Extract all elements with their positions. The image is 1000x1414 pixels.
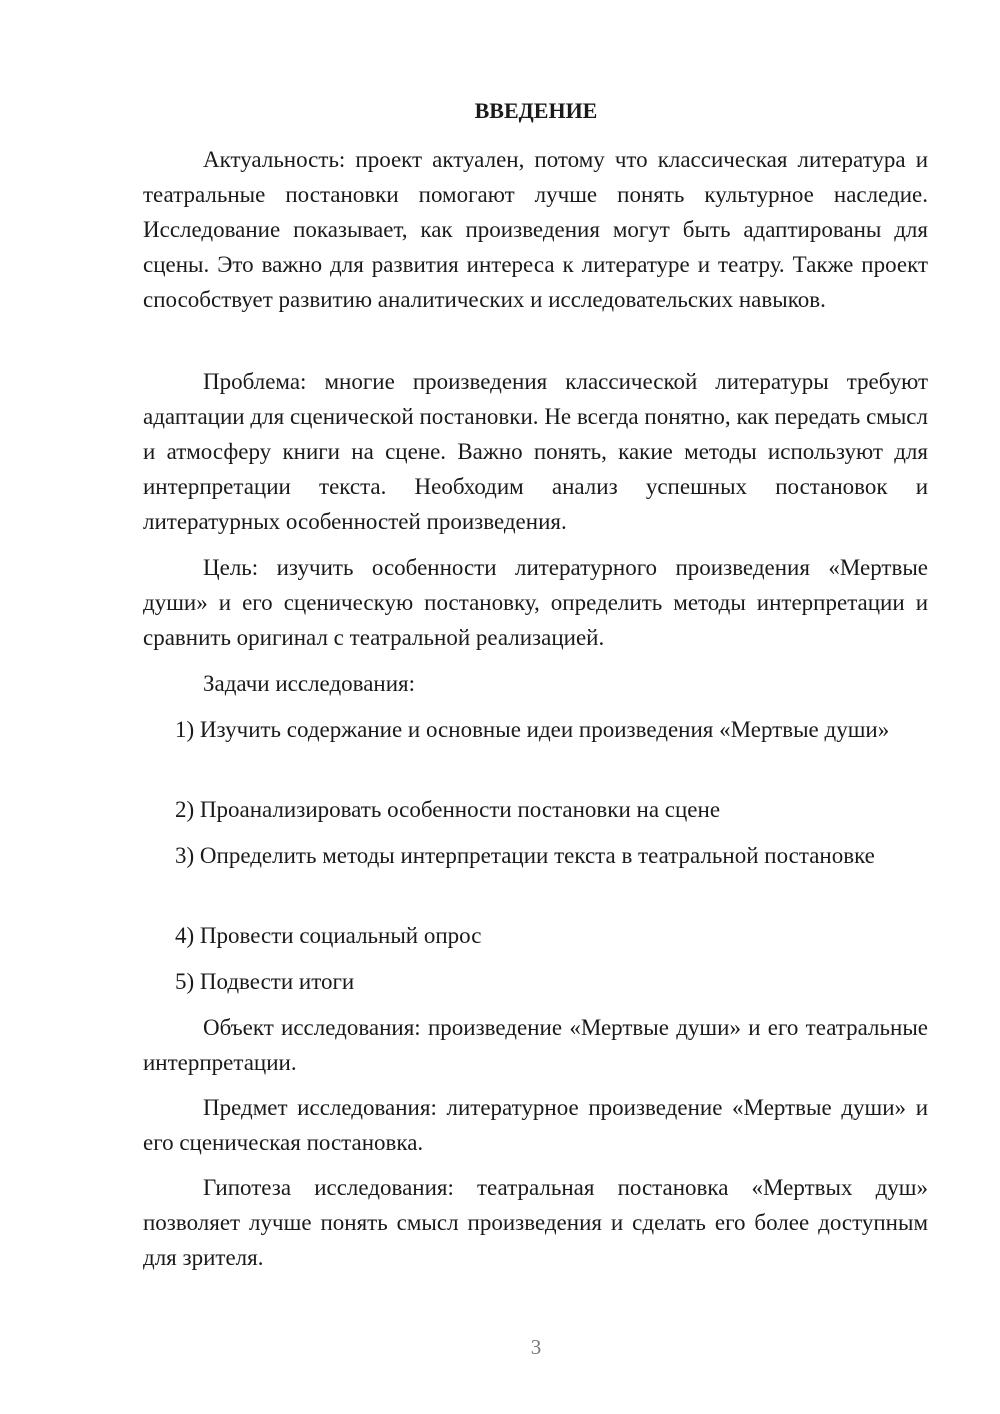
task-item-5: 5) Подвести итоги (175, 969, 355, 994)
task-item-1: 1) Изучить содержание и основные идеи произведения «Мертвые души» (175, 717, 890, 742)
hypothesis-paragraph: Гипотеза исследования: театральная постановка «Мертвых душ» позволяет лучше понять смысл произведения и сделать его более доступным для зрителя. (143, 1175, 928, 1270)
subject-paragraph: Предмет исследования: литературное произведение «Мертвые души» и его сценическая постановка. (143, 1095, 928, 1155)
page-title: ВВЕДЕНИЕ (474, 98, 598, 123)
task-item-3: 3) Определить методы интерпретации текста в театральной постановке (175, 843, 875, 868)
relevance-paragraph: Актуальность: проект актуален, потому что классическая литература и театральные постановки помогают лучше понять культурное наследие. Исследование показывает, как произведения могут быть адаптированы для сцены. Это важно для развития интереса к литературе и театру. Также проект способствует развитию аналитических и исследовательских навыков. (143, 147, 928, 312)
object-paragraph: Объект исследования: произведение «Мертвые души» и его театральные интерпретации. (143, 1015, 928, 1075)
page-number: 3 (530, 1335, 542, 1359)
tasks-heading: Задачи исследования: (203, 671, 416, 696)
goal-paragraph: Цель: изучить особенности литературного произведения «Мертвые души» и его сценическую постановку, определить методы интерпретации и сравнить оригинал с театральной реализацией. (143, 555, 928, 650)
problem-paragraph: Проблема: многие произведения классической литературы требуют адаптации для сценической постановки. Не всегда понятно, как передать смысл и атмосферу книги на сцене. Важно понять, какие методы используют для интерпретации текста. Необходим анализ успешных постановок и литературных особенностей произведения. (143, 369, 928, 534)
task-item-4: 4) Провести социальный опрос (175, 923, 482, 948)
task-item-2: 2) Проанализировать особенности постановки на сцене (175, 797, 721, 822)
